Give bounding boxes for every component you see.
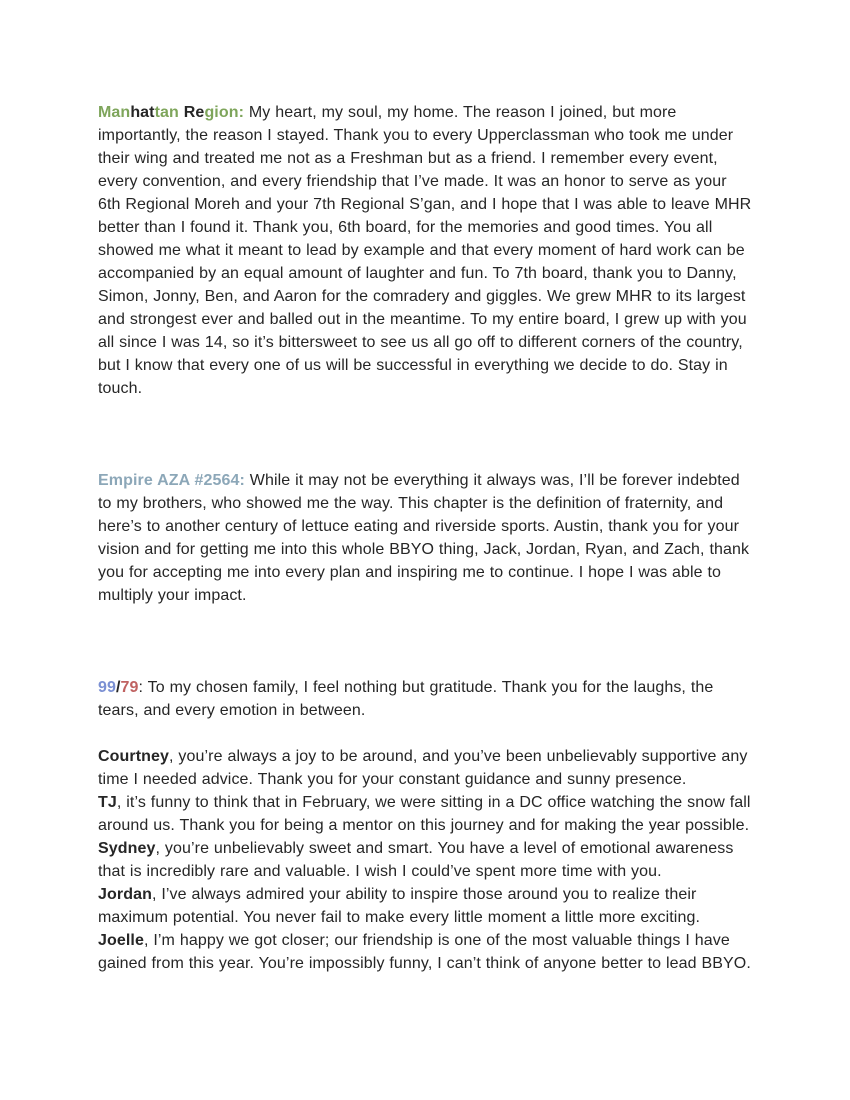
blank-line (98, 607, 753, 630)
blank-line (98, 400, 753, 423)
text-segment-blue: 99 (98, 679, 116, 696)
paragraph-jordan (98, 883, 753, 929)
text-segment-red: 79 (120, 679, 139, 696)
document-body (98, 101, 753, 975)
text-segment-green: tan (154, 104, 179, 121)
paragraph-courtney (98, 745, 753, 791)
text-segment: Joelle (98, 932, 144, 949)
text-segment: Re (178, 104, 205, 121)
blank-line (98, 630, 753, 653)
text-segment: TJ (98, 794, 117, 811)
text-segment: While it may not be everything it always was, I’ll be forever indebted to my brothers, who showed me the way. This chapter is the definition of fraternity, and here’s to another century of lettuce eating and riverside sports. Austin, thank you for your vision and for getting me into this whole BBYO thing, Jack, Jordan, Ryan, and Zach, thank you for accepting me into every plan and inspiring me to continue. I hope I was able to multiply your impact. (98, 472, 750, 604)
text-segment: hat (130, 104, 155, 121)
paragraph-tj (98, 791, 753, 837)
text-segment-green: gion: (204, 104, 245, 121)
text-segment: Jordan (98, 886, 152, 903)
paragraph-joelle (98, 929, 753, 975)
text-segment: , I’m happy we got closer; our friendship is one of the most valuable things I have gained from this year. You’re impossibly funny, I can’t think of anyone better to lead BBYO. (98, 932, 751, 972)
paragraph-manhattan-region (98, 101, 753, 400)
text-segment: / (116, 679, 121, 696)
text-segment: : To my chosen family, I feel nothing but gratitude. Thank you for the laughs, the tears, and every emotion in between. (98, 679, 714, 719)
text-segment: , you’re always a joy to be around, and you’ve been unbelievably supportive any time I needed advice. Thank you for your constant guidance and sunny presence. (98, 748, 748, 788)
text-segment-steel: Empire AZA #2564: (98, 472, 245, 489)
text-segment-green: Man (98, 104, 131, 121)
blank-line (98, 446, 753, 469)
text-segment: , it’s funny to think that in February, we were sitting in a DC office watching the snow fall around us. Thank you for being a mentor on this journey and for making the year possible. (98, 794, 751, 834)
blank-line (98, 722, 753, 745)
blank-line (98, 653, 753, 676)
text-segment: , you’re unbelievably sweet and smart. You have a level of emotional awareness that is incredibly rare and valuable. I wish I could’ve spent more time with you. (98, 840, 734, 880)
paragraph-99-79 (98, 676, 753, 722)
text-segment: , I’ve always admired your ability to inspire those around you to realize their maximum potential. You never fail to make every little moment a little more exciting. (98, 886, 700, 926)
text-segment: Courtney (98, 748, 170, 765)
paragraph-sydney (98, 837, 753, 883)
text-segment: My heart, my soul, my home. The reason I joined, but more importantly, the reason I stayed. Thank you to every Upperclassman who took me under their wing and treated me not as a Freshman but as a friend. I remember every event, every convention, and every friendship that I’ve made. It was an honor to serve as your 6th Regional Moreh and your 7th Regional S’gan, and I hope that I was able to leave MHR better than I found it. Thank you, 6th board, for the memories and good times. You all showed me what it meant to lead by example and that every moment of hard work can be accompanied by an equal amount of laughter and fun. To 7th board, thank you to Danny, Simon, Jonny, Ben, and Aaron for the comradery and giggles. We grew MHR to its largest and strongest ever and balled out in the meantime. To my entire board, I grew up with you all since I was 14, so it’s bittersweet to see us all go off to different corners of the country, but I know that every one of us will be successful in everything we decide to do. Stay in touch. (98, 104, 752, 397)
blank-line (98, 423, 753, 446)
paragraph-empire-aza-2564 (98, 469, 753, 607)
text-segment: Sydney (98, 840, 156, 857)
